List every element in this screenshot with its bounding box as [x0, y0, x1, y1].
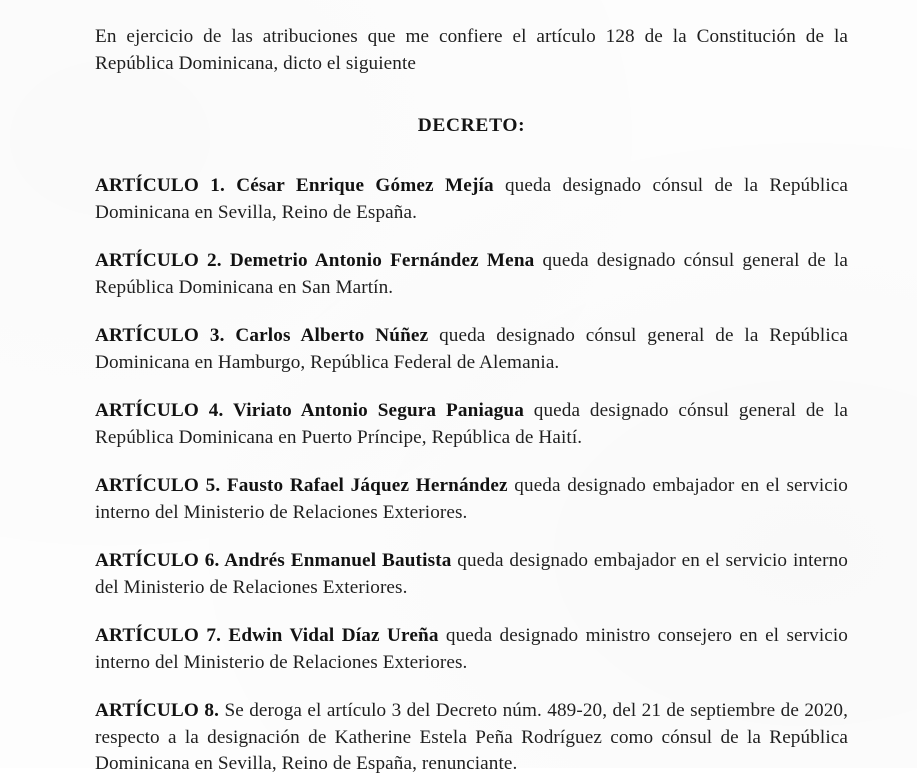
- article-2-text: queda designado cónsul general de la República Dominicana en San Martín.: [95, 250, 848, 298]
- intro-paragraph: En ejercicio de las atribuciones que me confiere el artículo 128 de la Constitución de la República Dominicana, dicto el siguiente: [95, 26, 848, 74]
- article-1-label: ARTÍCULO 1. César Enrique Gómez Mejía: [95, 175, 494, 196]
- article-7-text: queda designado ministro consejero en el servicio interno del Ministerio de Relaciones Exteriores.: [95, 625, 848, 673]
- article-4-label: ARTÍCULO 4. Viriato Antonio Segura Paniagua: [95, 400, 524, 421]
- article-5-label: ARTÍCULO 5. Fausto Rafael Jáquez Hernández: [95, 475, 508, 496]
- spacer: [95, 139, 848, 173]
- article-6-text: queda designado embajador en el servicio interno del Ministerio de Relaciones Exteriores.: [95, 550, 848, 598]
- article-6-label: ARTÍCULO 6. Andrés Enmanuel Bautista: [95, 550, 452, 571]
- article-5-text: queda designado embajador en el servicio interno del Ministerio de Relaciones Exteriores.: [95, 475, 848, 523]
- article-1: [95, 173, 848, 226]
- article-8-label: ARTÍCULO 8.: [95, 700, 220, 721]
- decree-heading: DECRETO:: [417, 115, 526, 136]
- article-1-text: queda designado cónsul de la República Dominicana en Sevilla, Reino de España.: [95, 175, 849, 223]
- article-7-label: ARTÍCULO 7. Edwin Vidal Díaz Ureña: [95, 625, 439, 646]
- article-4-text: queda designado cónsul general de la República Dominicana en Puerto Príncipe, República de Haití.: [95, 400, 848, 448]
- article-8-text: Se deroga el artículo 3 del Decreto núm. 489-20, del 21 de septiembre de 2020, respecto a la designación de Katherine Estela Peña Rodríguez como cónsul de la República Dominicana en Sevilla, Reino de España, renunciante.: [95, 700, 848, 774]
- article-7: [95, 623, 848, 676]
- article-3-text: queda designado cónsul general de la República Dominicana en Hamburgo, República Federal de Alemania.: [95, 325, 848, 373]
- article-3: [95, 323, 848, 376]
- article-6: [95, 548, 848, 601]
- article-2-label: ARTÍCULO 2. Demetrio Antonio Fernández Mena: [95, 250, 535, 271]
- article-2: [95, 248, 848, 301]
- spacer: [95, 77, 848, 113]
- article-3-label: ARTÍCULO 3. Carlos Alberto Núñez: [95, 325, 429, 346]
- document-text-block: [95, 24, 848, 778]
- article-5: [95, 473, 848, 526]
- article-4: [95, 398, 848, 451]
- article-8: [95, 698, 848, 778]
